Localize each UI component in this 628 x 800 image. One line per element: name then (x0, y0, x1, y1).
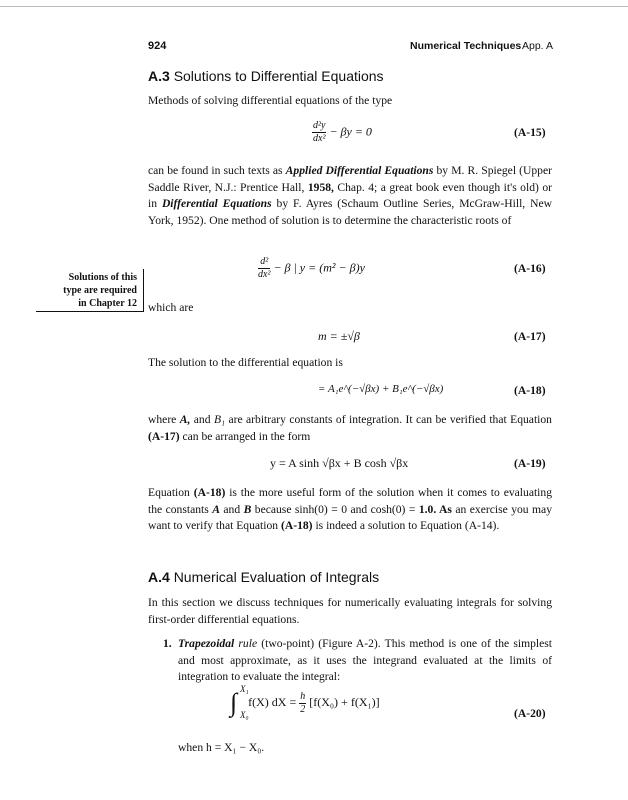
integral-sign: ∫ (230, 688, 238, 717)
appendix-label: App. A (522, 40, 553, 52)
eq15-rest: − βy = 0 (329, 124, 372, 139)
lower-limit: X₀ (240, 710, 249, 720)
section-number: A.4 (148, 569, 170, 585)
when-text: when h = X₁ − X₀. (178, 741, 265, 754)
eq19-label: (A-19) (514, 457, 546, 470)
eq17-label: (A-17) (514, 330, 546, 343)
eq20-label: (A-20) (514, 707, 546, 720)
book-title: Applied Differential Equations (285, 164, 434, 177)
eq15-numerator: d²y (313, 120, 326, 131)
constants-paragraph (148, 412, 552, 445)
equation-a16 (258, 256, 365, 281)
book-title: Differential Equations (161, 197, 272, 211)
eq15-denominator: dx² (313, 133, 326, 144)
eq16-label: (A-16) (514, 262, 546, 275)
var-a: A, (179, 413, 191, 426)
text-run: because sinh(0) = 0 and cosh(0) = (251, 502, 419, 516)
eq16-denominator: dx² (258, 269, 271, 280)
trapezoidal-rule-item (178, 636, 552, 686)
equation-a19: y = A sinh √βx + B cosh √βx (270, 456, 409, 470)
text-run: are arbitrary constants of integration. It can be verified that Equation (225, 413, 552, 426)
equation-a15 (312, 120, 372, 145)
text-run: and (190, 413, 214, 426)
margin-note-line: type are required (63, 285, 137, 296)
eq16-numerator: d² (258, 256, 270, 269)
equation-ref: (A-18) (280, 519, 313, 533)
text-run: by F. Ayres (Schaum Outline Series, McGraw-Hill, New York, 1952). One method of solution is to determine the characteristic roots of (148, 197, 552, 227)
eq16-rest: − β | y = (m² − β)y (273, 260, 365, 275)
eq20-integrand: f(X) dX = (248, 694, 297, 709)
equation-a20 (230, 684, 380, 720)
list-number (163, 636, 172, 653)
solution-intro: The solution to the differential equation is (148, 356, 343, 369)
item-number: 1. (163, 637, 172, 650)
equation-a17: m = ±√β (318, 329, 360, 343)
var-a: A (212, 502, 220, 516)
text-run: is indeed a solution to Equation (A-14). (312, 519, 500, 533)
margin-note (36, 269, 144, 312)
text-run: by M. R. Spiegel (Upper Saddle River, N.J.: Prentice Hall, (148, 164, 552, 194)
margin-note-line: Solutions of this (68, 272, 137, 283)
texts-paragraph (148, 163, 552, 229)
useful-form-paragraph (148, 485, 552, 535)
value: 1.0. (418, 502, 437, 516)
text-run: an exercise you may want to verify that Equation (148, 502, 552, 533)
var-b: B (243, 502, 252, 516)
page-number: 924 (148, 40, 167, 52)
var-b: B₁ (213, 413, 226, 426)
margin-note-line: in Chapter 12 (78, 298, 137, 309)
equation-ref: (A-17) (148, 429, 180, 443)
text-run: can be found in such texts as (148, 164, 286, 177)
top-rule (0, 6, 628, 7)
equation-a18: = A₁e^(−√βx) + B₁e^(−√βx) (318, 383, 444, 395)
upper-limit: X₁ (240, 684, 249, 694)
text-run: As (436, 502, 452, 516)
year: 1958, (307, 180, 334, 194)
method-name: Trapezoidal (178, 637, 235, 650)
section-heading-a4 (148, 569, 379, 585)
section-title: Numerical Evaluation of Integrals (173, 569, 380, 585)
text-run: can be arranged in the form (179, 429, 311, 443)
text-run: where (148, 413, 180, 426)
eq20-two: 2 (300, 703, 306, 715)
eq15-label: (A-15) (514, 126, 546, 139)
section-number: A.3 (148, 68, 170, 84)
eq20-h: h (300, 690, 306, 702)
equation-ref: (A-18) (193, 486, 226, 499)
text-run: is the more useful form of the solution when it comes to evaluating the constants (148, 486, 552, 516)
which-are-text: which are (148, 301, 194, 314)
method-rule: rule (238, 637, 258, 650)
a4-intro-paragraph: In this section we discuss techniques for numerically evaluating integrals for solving first-order differential equations. (148, 596, 552, 626)
text-run: and (219, 502, 244, 516)
eq18-label: (A-18) (514, 384, 546, 397)
section-title: Solutions to Differential Equations (173, 68, 384, 84)
intro-paragraph: Methods of solving differential equations of the type (148, 94, 393, 107)
section-heading-a3 (148, 68, 384, 84)
text-run: Chap. 4; a great book even though it's old) or in (148, 180, 552, 211)
text-run: Equation (148, 486, 194, 499)
eq20-rest: [f(X₀) + f(X₁)] (309, 694, 380, 709)
text-run: (two-point) (Figure A-2). This method is one of the simplest and most approximate, as it uses the integrand evaluated at the limits of integration to evaluate the integral: (178, 637, 552, 684)
running-head: Numerical Techniques (410, 40, 522, 52)
